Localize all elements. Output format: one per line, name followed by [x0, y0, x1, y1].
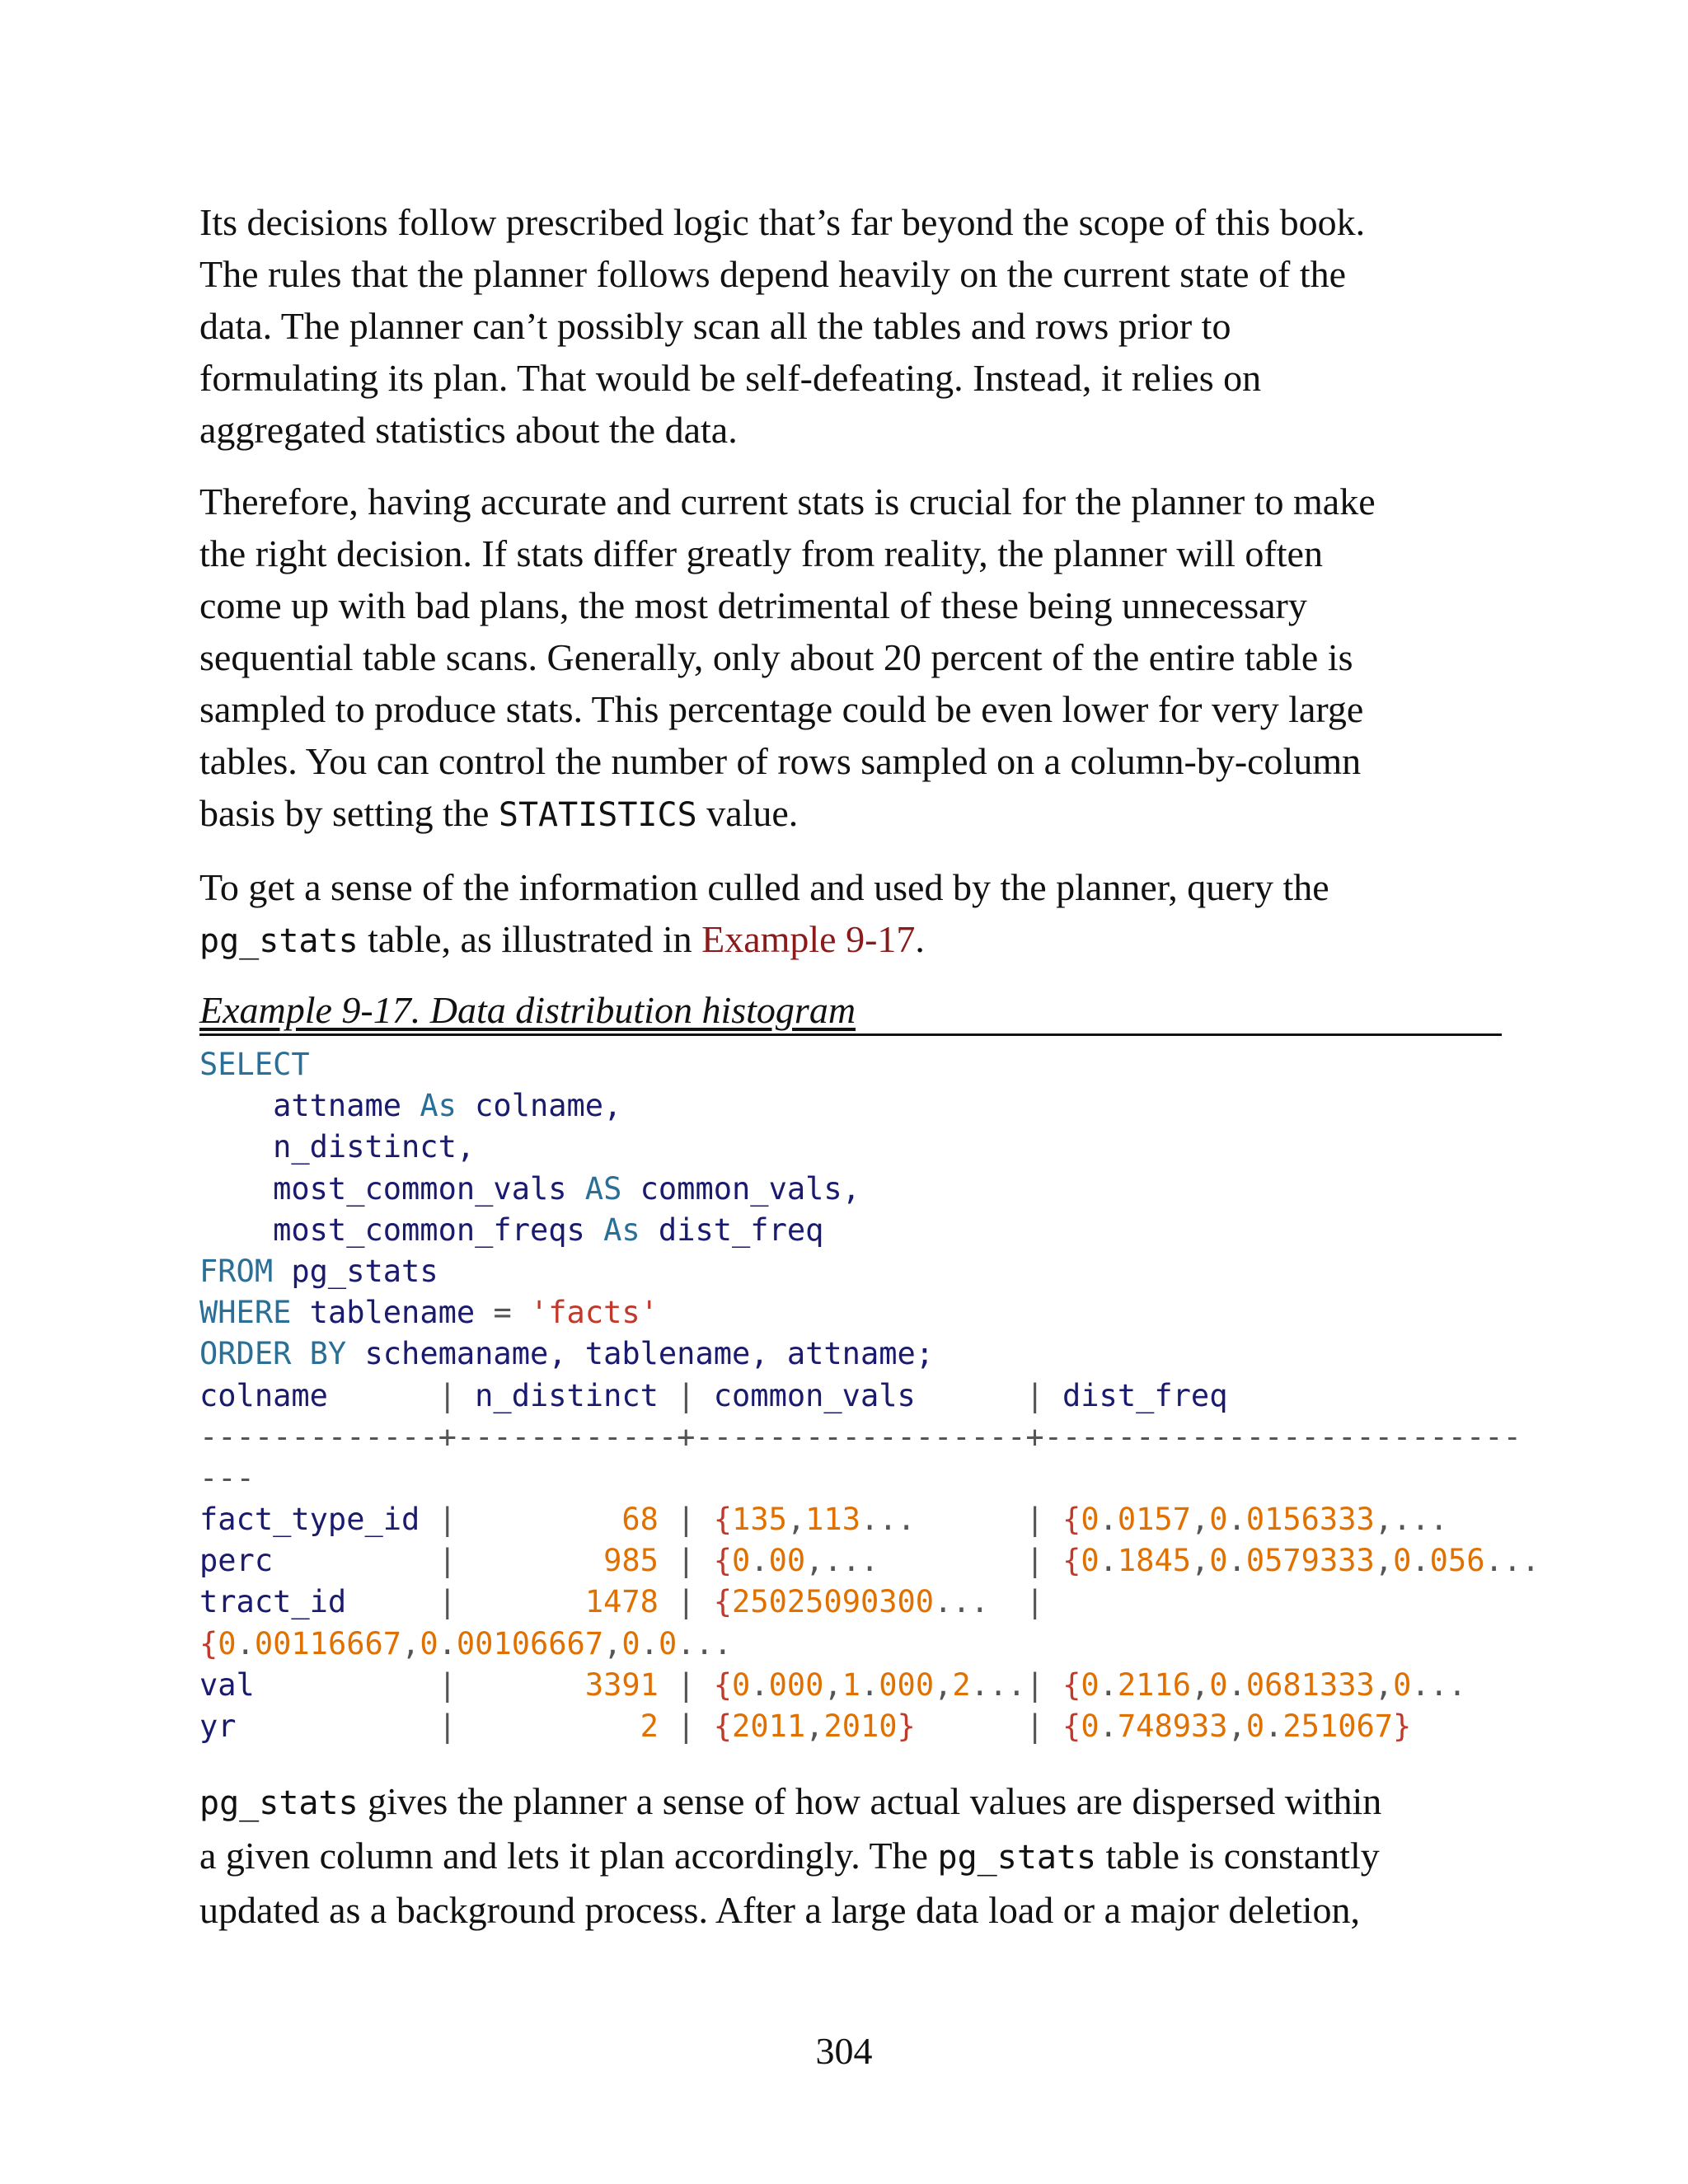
text-line [199, 1830, 1502, 1884]
text-line: Therefore, having accurate and current stats is crucial for the planner to make [199, 480, 1376, 523]
code-token: 0 [1081, 1502, 1100, 1538]
code-token: . [640, 1625, 659, 1661]
code-token: 135 [732, 1502, 787, 1538]
code-token: 0 [218, 1625, 237, 1661]
code-token: { [1062, 1666, 1081, 1703]
code-line [199, 1169, 1502, 1210]
text-fragment: value. [696, 792, 799, 834]
code-token: , [1374, 1666, 1394, 1703]
code-token: . [1099, 1666, 1118, 1703]
code-token: schemaname, tablename, attname; [346, 1336, 935, 1372]
code-token: } [1393, 1708, 1412, 1744]
code-token: | [677, 1666, 696, 1703]
code-token: . [1227, 1502, 1246, 1538]
code-line [199, 1292, 1502, 1333]
code-token: 0 [732, 1543, 751, 1579]
paragraph-planner-logic [199, 196, 1502, 456]
code-token: | [1025, 1584, 1044, 1620]
code-token: | [1025, 1543, 1044, 1579]
code-token: | [1025, 1377, 1044, 1413]
page-number: 304 [815, 2030, 873, 2072]
code-token: 0 [1081, 1666, 1100, 1703]
code-token: , [1190, 1502, 1210, 1538]
code-token: As [603, 1212, 640, 1248]
code-line [199, 1417, 1522, 1458]
code-token: { [713, 1666, 733, 1703]
code-token: n_distinct, [199, 1129, 476, 1165]
code-token: --- [199, 1460, 255, 1496]
text-line: data. The planner can’t possibly scan all the tables and rows prior to [199, 305, 1231, 347]
code-token: colname [199, 1377, 438, 1413]
code-token: -------------+------------+------------------+-------------------------- [199, 1418, 1522, 1455]
code-token: { [713, 1543, 733, 1579]
code-token: = [493, 1295, 512, 1331]
code-token: ... [677, 1625, 733, 1661]
code-token [916, 1502, 1026, 1537]
code-line [199, 1624, 1502, 1665]
code-token: perc [199, 1543, 438, 1579]
code-token: { [199, 1625, 218, 1661]
code-token: | [438, 1584, 457, 1620]
code-line [199, 1085, 1502, 1127]
code-token [1044, 1502, 1062, 1537]
code-token: ... [1411, 1666, 1467, 1703]
code-token: 3391 [584, 1666, 659, 1703]
code-token: | [438, 1502, 457, 1538]
code-token: 0 [1081, 1708, 1100, 1744]
code-token: ... [934, 1584, 989, 1620]
code-token [457, 1708, 640, 1744]
code-token: , [401, 1625, 420, 1661]
code-token: . [1099, 1543, 1118, 1579]
code-listing [199, 1044, 1540, 1747]
code-token: , [823, 1666, 842, 1703]
code-token: val [199, 1666, 438, 1703]
code-token: 0156333 [1245, 1502, 1375, 1538]
code-token: dist_freq [640, 1212, 824, 1248]
text-line: To get a sense of the information culled and used by the planner, query the [199, 866, 1329, 908]
code-token [989, 1584, 1026, 1619]
code-token: . [1099, 1502, 1118, 1538]
code-line [199, 1127, 1502, 1168]
code-token: attname [199, 1088, 420, 1124]
code-token: common_vals [695, 1377, 1026, 1413]
code-token: 68 [621, 1502, 659, 1538]
code-token: common_vals, [621, 1170, 860, 1207]
code-token: 0 [658, 1625, 678, 1661]
code-token: 0 [1209, 1543, 1228, 1579]
code-token [659, 1543, 677, 1578]
paragraph-pg-stats-explanation [199, 1775, 1502, 1936]
text-fragment: basis by setting the [199, 792, 499, 834]
code-token: 056 [1429, 1543, 1485, 1579]
inline-code-pg-stats: pg_stats [199, 1784, 359, 1823]
code-token: { [1062, 1708, 1081, 1744]
text-line [199, 787, 1502, 841]
code-token [916, 1708, 1026, 1744]
code-line [199, 1499, 1502, 1540]
code-token: | [677, 1502, 696, 1538]
example-caption: Example 9-17. Data distribution histogram [199, 987, 1502, 1036]
code-token: 1 [842, 1666, 860, 1703]
code-token [1044, 1543, 1062, 1578]
code-token: 0 [1209, 1666, 1228, 1703]
code-token: , [786, 1502, 806, 1538]
code-token: 251067 [1282, 1708, 1394, 1744]
code-token: ORDER BY [199, 1336, 347, 1372]
code-token: | [438, 1708, 457, 1744]
code-token: AS [584, 1170, 622, 1207]
code-token: | [438, 1377, 457, 1413]
code-token: | [677, 1543, 696, 1579]
code-token: pg_stats [273, 1253, 438, 1289]
code-token: | [677, 1708, 696, 1744]
code-token: tablename [291, 1295, 494, 1331]
code-token: . [1099, 1708, 1118, 1744]
code-token: 0 [1393, 1543, 1412, 1579]
code-token: . [236, 1625, 255, 1661]
code-token: 2010 [823, 1708, 898, 1744]
code-token [457, 1667, 585, 1703]
code-token: most_common_freqs [199, 1212, 604, 1248]
text-fragment: a given column and lets it plan accordingly. The [199, 1835, 938, 1877]
code-token: | [438, 1543, 457, 1579]
code-line [199, 1251, 1502, 1292]
code-token [695, 1584, 713, 1619]
code-token: 0 [1209, 1502, 1228, 1538]
text-line: sampled to produce stats. This percentage could be even lower for very large [199, 688, 1364, 730]
code-line [199, 1706, 1502, 1747]
code-token [659, 1502, 677, 1537]
text-fragment: . [915, 918, 925, 960]
code-token: . [1227, 1666, 1246, 1703]
text-line: aggregated statistics about the data. [199, 409, 738, 451]
code-token: colname, [456, 1088, 622, 1124]
text-line: updated as a background process. After a large data load or a major deletion, [199, 1889, 1361, 1932]
code-token: tract_id [199, 1584, 438, 1620]
code-token: { [713, 1708, 733, 1744]
text-line: the right decision. If stats differ greatly from reality, the planner will often [199, 532, 1323, 574]
code-token: 2 [640, 1708, 659, 1744]
code-token [659, 1584, 677, 1619]
text-line [199, 913, 1502, 968]
code-token: { [1062, 1543, 1081, 1579]
code-token: yr [199, 1708, 438, 1744]
code-token: ... [1484, 1543, 1540, 1579]
code-token: 0579333 [1245, 1543, 1375, 1579]
code-token [879, 1543, 1025, 1578]
code-token: SELECT [199, 1047, 310, 1082]
text-line: sequential table scans. Generally, only about 20 percent of the entire table is [199, 636, 1353, 678]
code-token: dist_freq [1043, 1377, 1228, 1413]
code-token: 00116667 [254, 1625, 402, 1661]
code-token [659, 1708, 677, 1744]
code-token: 0 [420, 1625, 438, 1661]
code-token: , [1227, 1708, 1246, 1744]
code-token: 748933 [1117, 1708, 1228, 1744]
code-token [457, 1502, 621, 1537]
text-line: Its decisions follow prescribed logic that’s far beyond the scope of this book. [199, 201, 1366, 243]
code-line [199, 1582, 1502, 1623]
paragraph-accurate-stats [199, 476, 1502, 841]
code-line [199, 1333, 1502, 1375]
text-fragment: table, as illustrated in [358, 918, 702, 960]
code-token: . [1264, 1708, 1283, 1744]
code-token: . [1227, 1543, 1246, 1579]
text-line: come up with bad plans, the most detrimental of these being unnecessary [199, 584, 1307, 626]
inline-code-statistics: STATISTICS [498, 796, 697, 834]
code-token: 0 [1393, 1666, 1412, 1703]
code-token: 000 [768, 1666, 824, 1703]
code-token: 0 [1245, 1708, 1265, 1744]
code-token: , [1191, 1666, 1210, 1703]
code-token: 000 [879, 1666, 935, 1703]
code-token: | [677, 1377, 696, 1413]
code-token: 'facts' [530, 1295, 659, 1331]
code-token [1044, 1708, 1062, 1744]
code-token [695, 1708, 713, 1744]
code-token: 985 [603, 1543, 659, 1579]
code-token: 0157 [1117, 1502, 1191, 1538]
code-token [457, 1543, 603, 1578]
text-line: tables. You can control the number of rows sampled on a column-by-column [199, 740, 1362, 782]
code-token: . [1411, 1543, 1430, 1579]
code-token: 25025090300 [732, 1584, 935, 1620]
text-line: formulating its plan. That would be self-defeating. Instead, it relies on [199, 357, 1262, 399]
code-token: , [603, 1625, 622, 1661]
text-line [199, 1775, 1502, 1830]
code-token: { [1062, 1502, 1081, 1538]
inline-code-pg-stats: pg_stats [937, 1839, 1097, 1877]
code-token: ,... [805, 1543, 879, 1579]
code-token: , [1191, 1543, 1210, 1579]
code-token: | [1025, 1708, 1044, 1744]
example-cross-reference-link[interactable]: Example 9-17 [701, 918, 916, 960]
code-line [199, 1665, 1502, 1706]
code-token: 2011 [732, 1708, 806, 1744]
code-token: 00 [768, 1543, 806, 1579]
code-token: } [897, 1708, 916, 1744]
code-token: 0 [732, 1666, 751, 1703]
code-token: n_distinct [456, 1377, 678, 1413]
code-token: ...| [970, 1666, 1044, 1703]
code-token [695, 1667, 713, 1703]
code-token: . [750, 1543, 769, 1579]
page-content [199, 196, 1540, 1956]
code-token: 1478 [584, 1584, 659, 1620]
inline-code-pg-stats: pg_stats [199, 922, 359, 960]
code-token [457, 1584, 585, 1619]
code-line [199, 1376, 1502, 1417]
code-token [695, 1543, 713, 1578]
code-token: WHERE [199, 1295, 292, 1331]
code-token: , [805, 1708, 824, 1744]
paragraph-pg-stats-intro [199, 861, 1502, 968]
code-token: As [420, 1088, 457, 1124]
code-line [199, 1210, 1502, 1251]
code-token: ,... [1374, 1502, 1448, 1538]
text-fragment: gives the planner a sense of how actual values are dispersed within [358, 1780, 1382, 1823]
code-token: 2 [952, 1666, 971, 1703]
code-token [659, 1667, 677, 1703]
code-token: ... [860, 1502, 916, 1538]
code-token: . [438, 1625, 457, 1661]
code-token: 1845 [1117, 1543, 1192, 1579]
code-token: FROM [199, 1253, 274, 1289]
code-token: 0 [1081, 1543, 1100, 1579]
code-line [199, 1458, 1502, 1499]
code-token [512, 1295, 530, 1330]
code-token: | [1025, 1502, 1044, 1538]
code-token [695, 1502, 713, 1537]
code-token: , [1374, 1543, 1394, 1579]
code-token: | [677, 1584, 696, 1620]
code-token: , [934, 1666, 953, 1703]
code-token: { [713, 1584, 733, 1620]
text-line: The rules that the planner follows depend heavily on the current state of the [199, 253, 1347, 295]
code-token: { [713, 1502, 733, 1538]
text-fragment: table is constantly [1096, 1835, 1380, 1877]
code-line [199, 1044, 1502, 1085]
code-token: . [860, 1666, 879, 1703]
code-token: | [438, 1666, 457, 1703]
code-token: 0 [621, 1625, 640, 1661]
code-line [199, 1540, 1540, 1582]
code-token: most_common_vals [199, 1170, 585, 1207]
code-token: . [750, 1666, 769, 1703]
code-token: 113 [805, 1502, 860, 1538]
code-token: 2116 [1117, 1666, 1192, 1703]
code-token [1044, 1667, 1062, 1703]
code-token: fact_type_id [199, 1502, 438, 1538]
code-token: 00106667 [456, 1625, 604, 1661]
code-token: 0681333 [1245, 1666, 1375, 1703]
